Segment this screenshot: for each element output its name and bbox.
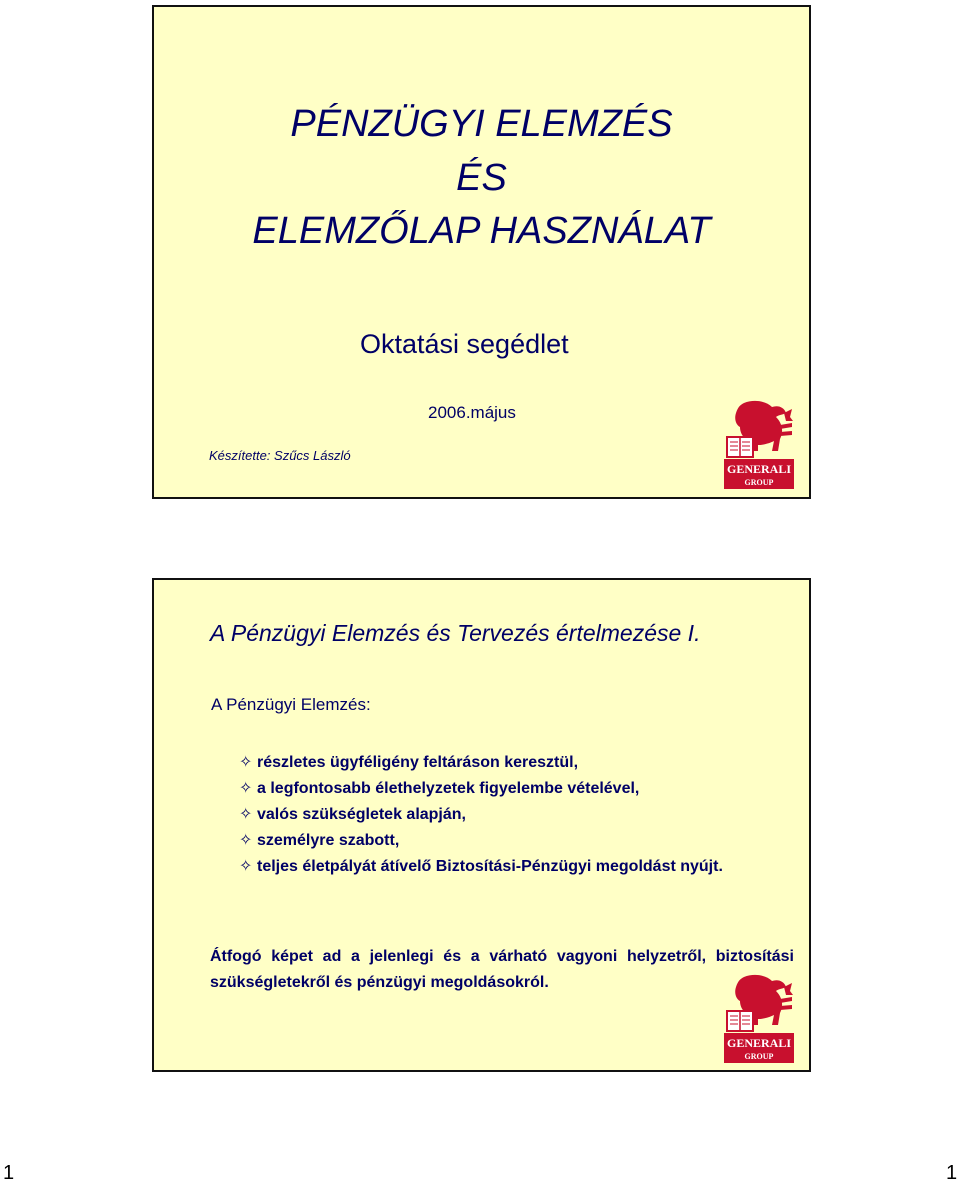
four-point-star-icon: ✧	[239, 780, 253, 797]
date: 2006.május	[428, 403, 516, 422]
list-item	[239, 802, 723, 828]
bullet-text: teljes életpályát átívelő Biztosítási-Pénzügyi megoldást nyújt.	[257, 858, 723, 875]
bullet-text: személyre szabott,	[257, 832, 400, 849]
bullet-list	[239, 750, 723, 880]
four-point-star-icon: ✧	[239, 754, 253, 771]
bullet-text: részletes ügyféligény feltáráson keresztül,	[257, 754, 579, 771]
summary-paragraph: Átfogó képet ad a jelenlegi és a várható vagyoni helyzetről, biztosítási szükségletekről és pénzügyi megoldásokról.	[210, 948, 794, 991]
subtitle: Oktatási segédlet	[360, 329, 569, 359]
title-line-2: ÉS	[456, 157, 507, 199]
generali-logo-graphic	[724, 973, 794, 1063]
four-point-star-icon: ✧	[239, 832, 253, 849]
generali-lion-logo	[724, 973, 794, 1063]
list-item	[239, 750, 723, 776]
four-point-star-icon: ✧	[239, 806, 253, 823]
logo-text-bottom: GROUP	[744, 478, 774, 487]
bullet-text: a legfontosabb élethelyzetek figyelembe vételével,	[257, 780, 640, 797]
bullet-text: valós szükségletek alapján,	[257, 806, 466, 823]
list-item	[239, 776, 723, 802]
page-number-right: 1	[946, 1162, 958, 1184]
author: Készítette: Szűcs László	[209, 448, 351, 463]
logo-text-bottom: GROUP	[744, 1052, 774, 1061]
generali-logo-graphic	[724, 399, 794, 489]
slide-subheading: A Pénzügyi Elemzés:	[211, 695, 371, 714]
slide-1	[152, 5, 811, 499]
generali-lion-logo	[724, 399, 794, 489]
list-item	[239, 854, 723, 880]
slide-2	[152, 578, 811, 1072]
page-number-left: 1	[3, 1162, 15, 1184]
logo-text-top: GENERALI	[726, 1036, 792, 1050]
title-line-1: PÉNZÜGYI ELEMZÉS	[290, 103, 673, 145]
list-item	[239, 828, 723, 854]
logo-text-top: GENERALI	[726, 462, 792, 476]
slide-heading: A Pénzügyi Elemzés és Tervezés értelmezése I.	[210, 620, 701, 646]
title-line-3: ELEMZŐLAP HASZNÁLAT	[252, 210, 711, 252]
four-point-star-icon: ✧	[239, 858, 253, 875]
